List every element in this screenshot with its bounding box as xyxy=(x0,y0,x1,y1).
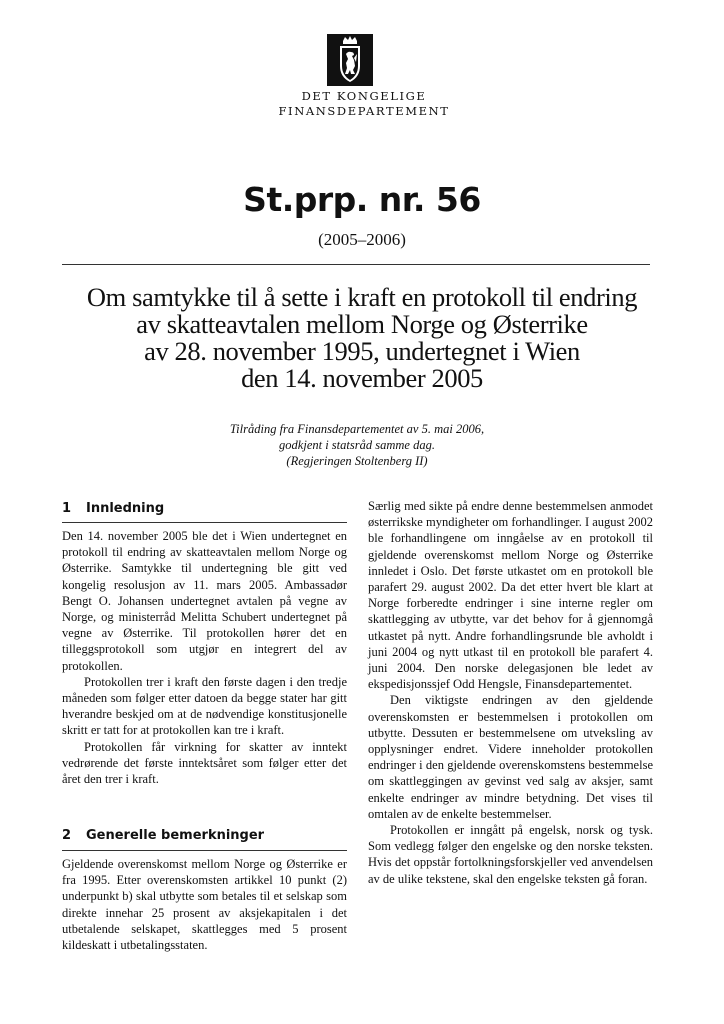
session-years: (2005–2006) xyxy=(318,230,406,249)
paragraph: Protokollen er inngått på engelsk, norsk og tysk. Som vedlegg følger den engelske og den norske teksten. Hvis det oppstår fortolkningsforskjeller ved anvendelsen av de ulike tekstene, skal den engelske teksten gå foran. xyxy=(368,823,653,886)
section-title: Generelle bemerkninger xyxy=(86,828,265,843)
document-number-title: St.prp. nr. 56 xyxy=(243,180,481,219)
right-column-body xyxy=(368,498,653,887)
section-number: 2 xyxy=(62,828,72,843)
proposition-title-line: den 14. november 2005 xyxy=(241,363,483,393)
section-heading-innledning xyxy=(62,501,347,516)
paragraph: Den 14. november 2005 ble det i Wien undertegnet en protokoll til endring av skatteavtalen mellom Norge og Østerrike. Samtykke til undertegning ble gitt ved kongelig resolusjon av 11. mars 2005. Ambassadør Bengt O. Johansen undertegnet avtalen på vegne av Norge, og ministerråd Melitta Schubert undertegnet på vegne av Østerrike. Til protokollen hører det en tilleggsprotokoll som utgjør en integrert del av protokollen. xyxy=(62,529,347,673)
ministry-name-line2: FINANSDEPARTEMENT xyxy=(278,104,450,118)
proposition-title-line: av 28. november 1995, undertegnet i Wien xyxy=(144,336,580,366)
section-2-body xyxy=(62,856,347,953)
approval-note-line: godkjent i statsråd samme dag. xyxy=(279,438,435,452)
section-heading-generelle-bemerkninger xyxy=(62,828,347,843)
approval-note-line: (Regjeringen Stoltenberg II) xyxy=(286,454,428,468)
norwegian-coat-of-arms-icon xyxy=(327,34,373,86)
paragraph: Protokollen trer i kraft den første dagen i den tredje måneden som følger etter datoen da begge stater har gitt hverandre beskjed om at de nødvendige konstitusjonelle skritt er tatt for at protokollen kan tre i kraft. xyxy=(62,674,347,738)
section-title: Innledning xyxy=(86,501,165,516)
proposition-title-line: Om samtykke til å sette i kraft en protokoll til endring xyxy=(86,282,638,312)
paragraph: Den viktigste endringen av den gjeldende overenskomsten er bestemmelsen i protokollen om utbytte. Dessuten er bestemmelsene om utveksling av opplysninger endret. Videre inneholder protokollen endringer i den gjeldende overenskomstens bestemmelse om skattleggingen av gevinst ved salg av aksjer, samt enkelte endringer av mindre betydning. Det vises til omtalen av de enkelte bestemmelser. xyxy=(368,693,653,821)
paragraph: Protokollen får virkning for skatter av inntekt vedrørende det første inntektsåret som følger etter det året den trer i kraft. xyxy=(62,739,347,787)
approval-note xyxy=(0,421,714,469)
paragraph: Særlig med sikte på endre denne bestemmelsen anmodet østerrikske myndigheter om forhandlinger. I august 2002 ble forhandlingene om inngåelse av en protokoll til gjeldende overenskomst mellom Norge og Østerrike innledet i Oslo. Det første utkastet om en protokoll ble parafert 29. august 2002. Da det etter hvert ble klart at Norge forberedte endringer i sine interne regler om skattlegging av utbytte, var det behov for å gjennomgå utkastet på nytt. Andre forhandlingsrunde ble avholdt i juni 2004 og nytt utkast til en protokoll ble parafert 4. juni 2004. Den norske delegasjonen ble ledet av ekspedisjonssjef Odd Hengsle, Finansdepartementet. xyxy=(368,499,654,692)
paragraph: Gjeldende overenskomst mellom Norge og Østerrike er fra 1995. Etter overenskomsten artikkel 10 punkt (2) underpunkt b) skal utbytte som betales til et selskap som direkte innehar 25 prosent av aksjekapitalen i det utbetalende selskapet, skattlegges med 5 prosent kildeskatt i utbetalingsstaten. xyxy=(62,857,347,953)
section-divider xyxy=(62,850,347,851)
section-1-body xyxy=(62,528,347,787)
proposition-title-line: av skatteavtalen mellom Norge og Østerrike xyxy=(136,309,588,339)
ministry-name-line1: DET KONGELIGE xyxy=(301,89,427,103)
title-divider xyxy=(62,264,650,265)
proposition-title xyxy=(40,284,684,392)
section-number: 1 xyxy=(62,501,72,516)
section-divider xyxy=(62,522,347,523)
approval-note-line: Tilråding fra Finansdepartementet av 5. mai 2006, xyxy=(229,422,485,436)
